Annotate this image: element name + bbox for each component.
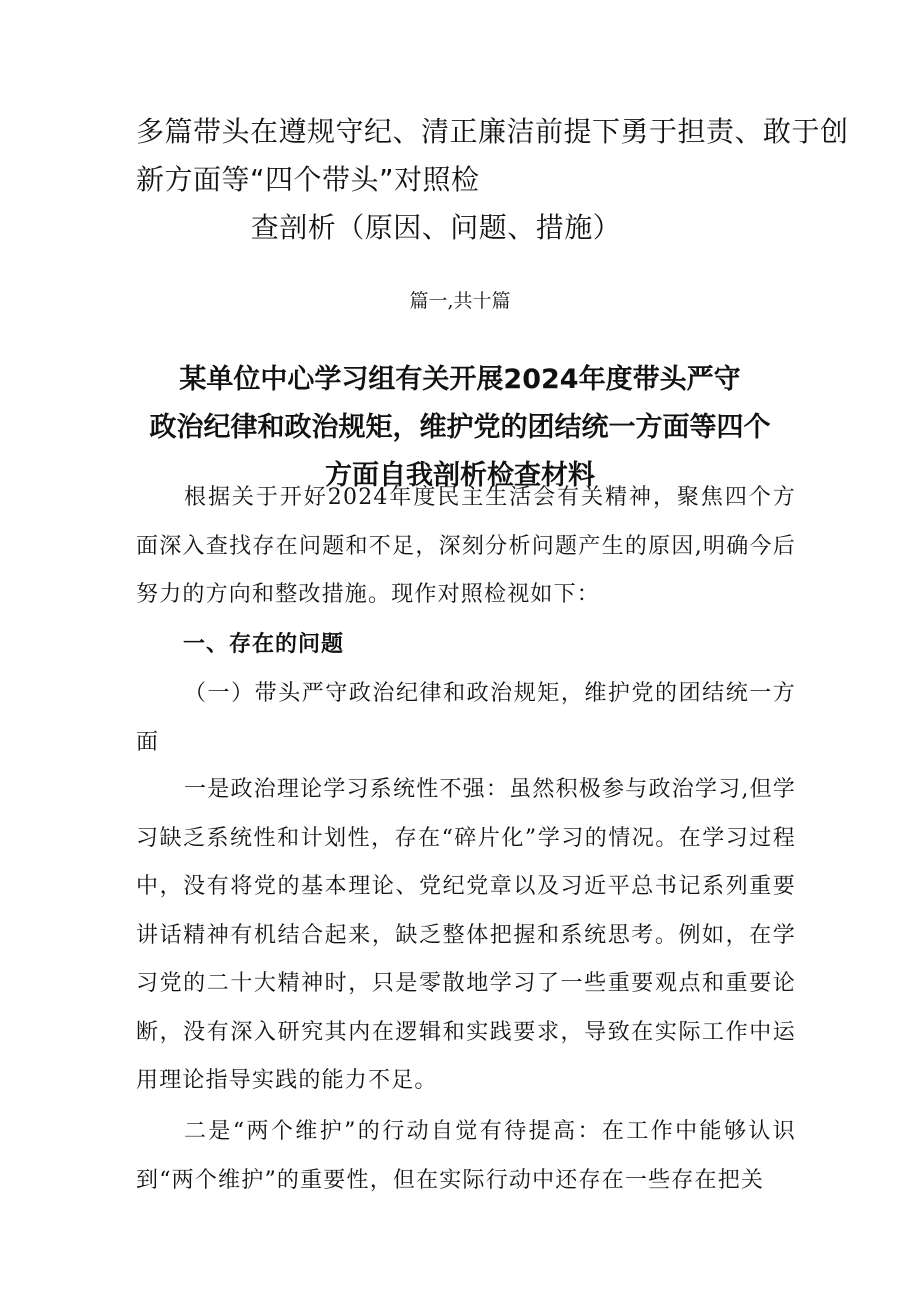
document-title [136,108,849,252]
article-title-line: 政治纪律和政治规矩，维护党的团结统一方面等四个 [149,412,771,444]
intro-paragraph: 根据关于开好2024年度民主生活会有关精神，聚焦四个方面深入查找存在问题和不足，深刻分析问题产生的原因,明确今后努力的方向和整改措施。现作对照检视如下： [136,485,796,607]
document-title-line: 多篇带头在遵规守纪、清正廉洁前提下勇于担责、敢于创 [136,115,849,148]
subsection-heading: （一）带头严守政治纪律和政治规矩，维护党的团结统一方面 [136,681,796,755]
body-paragraph: 二是“两个维护”的行动自觉有待提高：在工作中能够认识到“两个维护”的重要性，但在实际行动中还存在一些存在把关 [136,1119,796,1193]
article-title-line: 某单位中心学习组有关开展2024年度带头严守 [179,364,741,396]
section-heading: 一、存在的问题 [183,631,345,657]
document-title-line: 新方面等“四个带头”对照检 [136,163,480,196]
body-paragraph: 一是政治理论学习系统性不强：虽然积极参与政治学习,但学习缺乏系统性和计划性，存在“碎片化”学习的情况。在学习过程中，没有将党的基本理论、党纪党章以及习近平总书记系列重要讲话精神有机结合起来，缺乏整体把握和系统思考。例如，在学习党的二十大精神时，只是零散地学习了一些重要观点和重要论断，没有深入研究其内在逻辑和实践要求，导致在实际工作中运用理论指导实践的能力不足。 [136,777,796,1093]
chapter-label: 篇一,共十篇 [409,290,511,312]
article-title-line: 方面自我剖析检查材料 [325,460,595,492]
document-title-line: 查剖析（原因、问题、措施） [250,211,622,244]
